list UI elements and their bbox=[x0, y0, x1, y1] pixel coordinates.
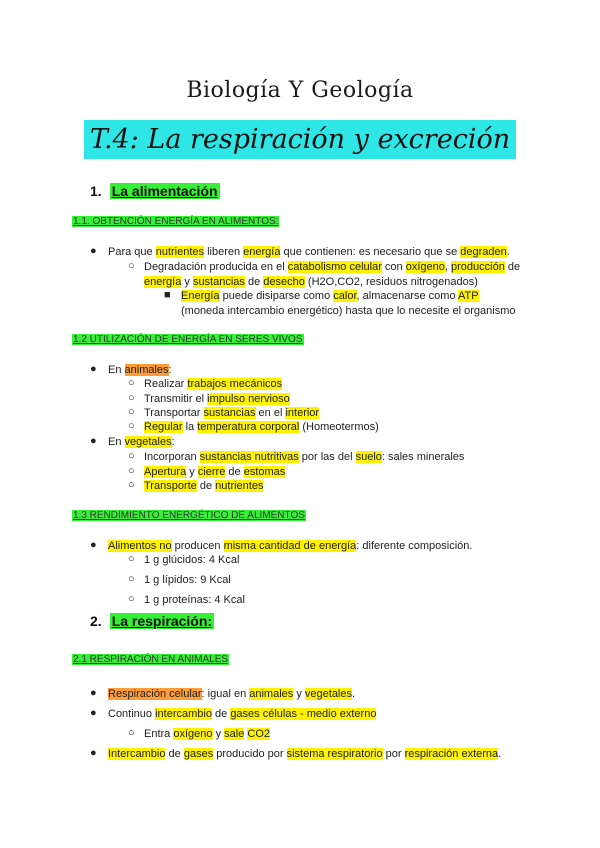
bullet-disc: ● bbox=[90, 707, 97, 719]
bullet-circle: ○ bbox=[128, 377, 135, 389]
subsection-heading-1-2: 1.2 UTILIZACIÓN DE ENERGÍA EN SERES VIVOS bbox=[73, 334, 303, 345]
bullet-circle: ○ bbox=[128, 260, 135, 272]
text-line: Energía puede disiparse como calor, almacenarse como ATP bbox=[181, 290, 479, 302]
bullet-circle: ○ bbox=[128, 450, 135, 462]
bullet-disc: ● bbox=[90, 687, 97, 699]
bullet-circle: ○ bbox=[128, 479, 135, 491]
bullet-square: ■ bbox=[164, 289, 171, 301]
bullet-circle: ○ bbox=[128, 573, 135, 585]
subject-title: Biología Y Geología bbox=[186, 78, 414, 103]
bullet-circle: ○ bbox=[128, 420, 135, 432]
text-line: Continuo intercambio de gases células - medio externo bbox=[108, 708, 377, 720]
text-line: Transportar sustancias en el interior bbox=[144, 407, 320, 419]
subsection-heading-1-1: 1.1. OBTENCIÓN ENERGÍA EN ALIMENTOS: bbox=[73, 216, 279, 227]
text-line: 1 g lípidos: 9 Kcal bbox=[144, 574, 231, 586]
text-line: (moneda intercambio energético) hasta que lo necesite el organismo bbox=[181, 305, 516, 317]
text-line: Respiración celular: igual en animales y vegetales. bbox=[108, 688, 356, 700]
bullet-disc: ● bbox=[90, 363, 97, 375]
text-line: En vegetales: bbox=[108, 436, 175, 448]
section-heading-2: 2. La respiración: bbox=[90, 613, 213, 629]
bullet-disc: ● bbox=[90, 747, 97, 759]
bullet-circle: ○ bbox=[128, 392, 135, 404]
text-line: Apertura y cierre de estomas bbox=[144, 466, 286, 478]
text-line: 1 g proteínas: 4 Kcal bbox=[144, 594, 245, 606]
text-line: Regular la temperatura corporal (Homeotermos) bbox=[144, 421, 379, 433]
text-line: Alimentos no producen misma cantidad de energía: diferente composición. bbox=[108, 540, 473, 552]
bullet-circle: ○ bbox=[128, 465, 135, 477]
text-line: 1 g glúcidos: 4 Kcal bbox=[144, 554, 240, 566]
text-line: energía y sustancias de desecho (H2O,CO2, residuos nitrogenados) bbox=[144, 276, 478, 288]
topic-title: T.4: La respiración y excreción bbox=[84, 120, 516, 159]
bullet-circle: ○ bbox=[128, 553, 135, 565]
text-line: Degradación producida en el catabolismo celular con oxígeno, producción de bbox=[144, 261, 521, 273]
section-heading-1: 1. La alimentación bbox=[90, 183, 218, 199]
text-line: Transporte de nutrientes bbox=[144, 480, 264, 492]
bullet-circle: ○ bbox=[128, 727, 135, 739]
text-line: Realizar trabajos mecánicos bbox=[144, 378, 283, 390]
text-line: En animales: bbox=[108, 364, 172, 376]
text-line: Incorporan sustancias nutritivas por las del suelo: sales minerales bbox=[144, 451, 465, 463]
bullet-disc: ● bbox=[90, 435, 97, 447]
text-line: Para que nutrientes liberen energía que contienen: es necesario que se degraden. bbox=[108, 246, 510, 258]
bullet-circle: ○ bbox=[128, 406, 135, 418]
bullet-circle: ○ bbox=[128, 593, 135, 605]
subsection-heading-2-1: 2.1 RESPIRACIÓN EN ANIMALES bbox=[73, 654, 229, 665]
bullet-disc: ● bbox=[90, 245, 97, 257]
subsection-heading-1-3: 1.3 RENDIMIENTO ENERGÉTICO DE ALIMENTOS bbox=[73, 510, 305, 521]
topic-title-wrap bbox=[0, 120, 600, 159]
text-line: Intercambio de gases producido por sistema respiratorio por respiración externa. bbox=[108, 748, 502, 760]
bullet-disc: ● bbox=[90, 539, 97, 551]
text-line: Entra oxígeno y sale CO2 bbox=[144, 728, 271, 740]
text-line: Transmitir el impulso nervioso bbox=[144, 393, 290, 405]
